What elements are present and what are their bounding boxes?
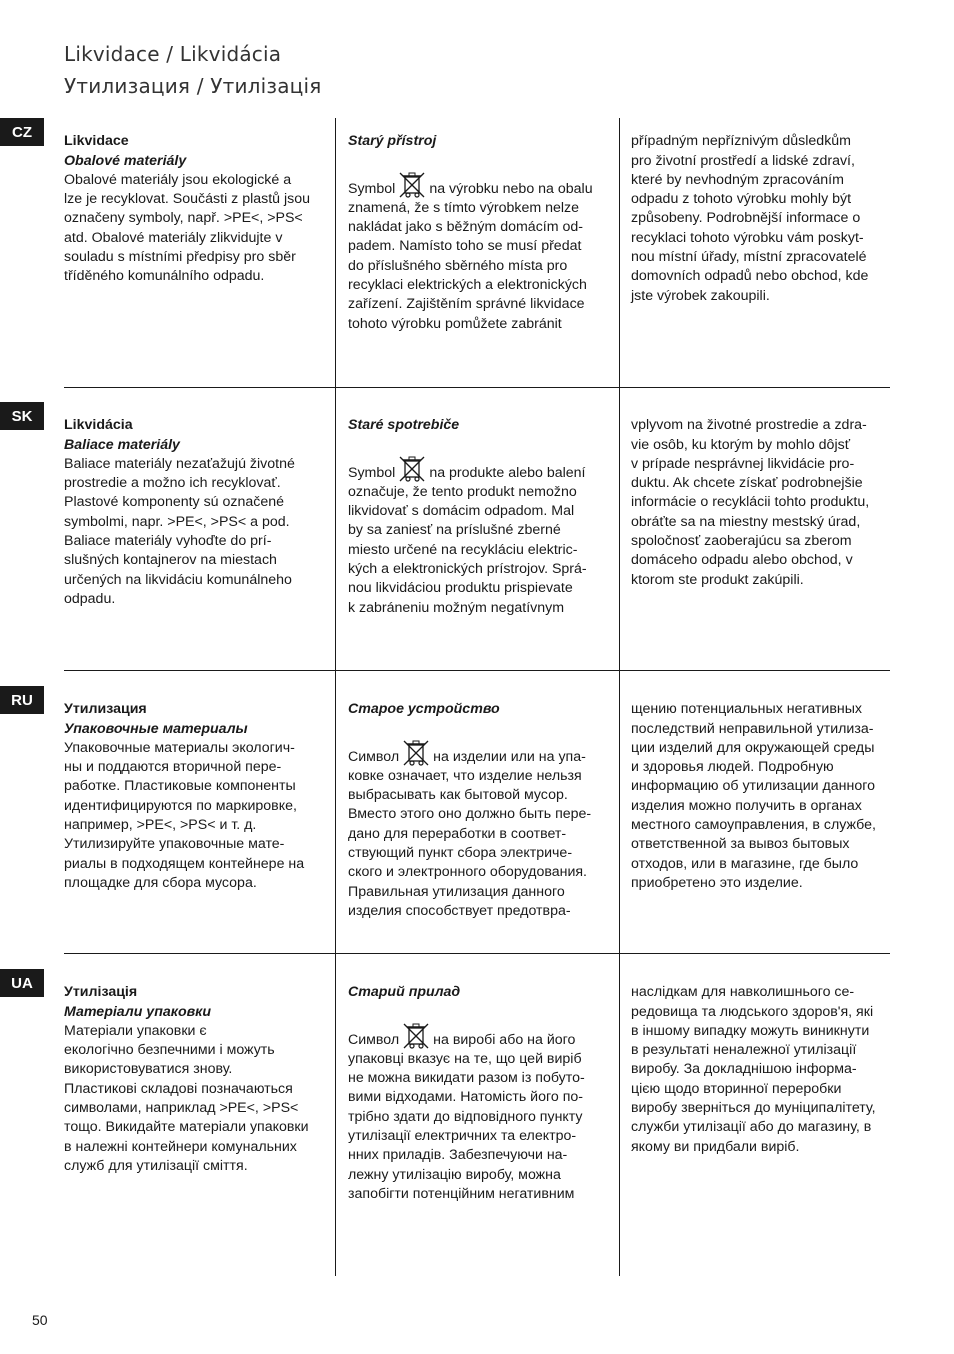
- section-divider: [64, 953, 890, 954]
- language-tab: CZ: [0, 118, 44, 146]
- continuation-column: [631, 397, 893, 609]
- old-appliance-text: упаковці вказує на те, що цей виріб не можна викидати разом із побуто- вими відходами. Натомість його по- трібно здати до відповідного пункту утилізації електричних та електро- нних приладів. Забезпечуючи на- лежну утилізацію виробу, можна запобігти потенційним негативним: [348, 1050, 585, 1202]
- continuation-text: щению потенциальных негативных последствий неправильной утилиза- ции изделий для окружающей среды и здоровья людей. Подробную информацию об утилизации данного изделия можно получить в органах местного самоуправления, в службе, ответственной за вывоз бытовых отходов, или в магазине, где было приобретено это изделие.: [631, 701, 876, 891]
- packaging-text: Obalové materiály jsou ekologické a lze je recyklovat. Součásti z plastů jsou označeny symboly, např. >PE<, >PS< atd. Obalové materiály zlikvidujte v souladu s místními předpisy pro sběr tříděného komunálního odpadu.: [64, 171, 311, 285]
- packaging-subtitle: Baliace materiály: [64, 436, 180, 453]
- spacer: [348, 1003, 610, 1022]
- continuation-text: vplyvom na životné prostredie a zdra- vie osôb, ku ktorým by mohlo dôjsť v prípade nesprávnej likvidácie pro- duktu. Ak chcete získať podrobnejšie informácie o recyklácii tohto produktu, obráťte sa na miestny mestský úrad, spoločnosť zaoberajúcu sa zberom domáceho odpadu alebo obchod, v ktorom ste produkt zakúpili.: [631, 417, 870, 588]
- language-tab: RU: [0, 686, 44, 714]
- packaging-subtitle: Матеріали упаковки: [64, 1003, 212, 1020]
- packaging-text: Baliace materiály nezaťažujú životné prostredie a možno ich recyklovať. Plastové komponenty sú označené symbolmi, napr. >PE<, >PS< a pod. Baliace materiály vyhoďte do prí- slušných kontajnerov na miestach určených na likvidáciu komunálneho odpadu.: [64, 455, 295, 607]
- page-heading-line-1: Likvidace / Likvidácia: [64, 42, 282, 66]
- continuation-column: [631, 113, 893, 325]
- old-appliance-column: [348, 681, 610, 941]
- old-appliance-column: [348, 964, 610, 1224]
- packaging-column: [64, 681, 326, 913]
- old-appliance-text: znamená, že s tímto výrobkem nelze nakládat jako s běžným domácím od- padem. Namísto toho se musí předat do příslušného sběrného místa pro recyklaci elektrických a elektronických zařízení. Zajištěním správné likvidace tohoto výrobku pomůžete zabránit: [348, 199, 587, 332]
- section-divider: [64, 387, 890, 388]
- symbol-text: на виробі або на його: [433, 1031, 576, 1048]
- packaging-subtitle: Obalové materiály: [64, 152, 187, 169]
- old-appliance-text: ковке означает, что изделие нельзя выбрасывать как бытовой мусор. Вместо этого оно должно быть пере- дано для переработки в соответ- ствующий пункт сбора электриче- ского и электронного оборудования. Правильная утилизация данного изделия способствует предотвра-: [348, 767, 592, 919]
- old-appliance-column: [348, 397, 610, 637]
- symbol-word: Symbol: [348, 180, 396, 197]
- section-title: Утилизация: [64, 701, 147, 718]
- old-appliance-text: označuje, že tento produkt nemožno likvidovať s domácim odpadom. Mal by sa zaniesť na príslušné zberné miesto určené na recykláciu elektric- kých a elektronických prístrojov. Sprá- nou likvidáciou produktu prispievate k zabráneniu možným negatívnym: [348, 483, 587, 616]
- spacer: [348, 436, 610, 455]
- packaging-text: Упаковочные материалы экологич- ны и поддаются вторичной пере- работке. Пластиковые компоненты идентифицируются по маркировке, например, >PE<, >PS< и т. д. Утилизируйте упаковочные мате- риалы в подходящем контейнере на площадке для сбора мусора.: [64, 739, 305, 891]
- spacer: [348, 152, 610, 171]
- section-divider: [64, 670, 890, 671]
- section-title: Likvidace: [64, 133, 129, 150]
- language-tab: SK: [0, 402, 44, 430]
- symbol-word: Символ: [348, 748, 400, 765]
- continuation-column: [631, 681, 893, 913]
- packaging-column: [64, 964, 326, 1196]
- old-appliance-title: Старое устройство: [348, 701, 500, 718]
- section-title: Утилізація: [64, 984, 138, 1001]
- section-title: Likvidácia: [64, 417, 133, 434]
- old-appliance-title: Старий прилад: [348, 984, 461, 1001]
- spacer: [348, 720, 610, 739]
- continuation-text: případným nepříznivým důsledkům pro životní prostředí a lidské zdraví, které by nevhodným zpracováním odpadu z tohoto výrobku mohly být způsobeny. Podrobnější informace o recyklaci tohoto výrobku vám poskyt- nou místní úřady, místní zpracovatelé domovních odpadů nebo obchod, kde jste výrobek zakoupili.: [631, 133, 869, 304]
- symbol-text: на изделии или на упа-: [433, 748, 586, 765]
- packaging-column: [64, 397, 326, 629]
- continuation-text: наслідкам для навколишнього се- редовища та людського здоров'я, які в іншому випадку можуть виникнути в результаті неналежної утилізації виробу. За докладнішою інформа- цією щодо вторинної переробки виробу зверніться до муніципалітету, служби утилізації або до магазину, в якому ви придбали виріб.: [631, 984, 876, 1155]
- column-divider-right: [619, 118, 620, 1276]
- continuation-column: [631, 964, 893, 1176]
- symbol-word: Символ: [348, 1031, 400, 1048]
- crossed-out-wheelie-bin-icon: [397, 171, 427, 199]
- old-appliance-column: [348, 113, 610, 353]
- column-divider-left: [335, 118, 336, 1276]
- old-appliance-title: Starý přístroj: [348, 133, 437, 150]
- page-number: 50: [32, 1312, 48, 1328]
- packaging-column: [64, 113, 326, 306]
- crossed-out-wheelie-bin-icon: [401, 739, 431, 767]
- packaging-text: Матеріали упаковки є екологічно безпечними і можуть використовуватися знову. Пластикові складові позначаються символами, наприклад >PE<, >PS< тощо. Викидайте матеріали упаковки в належні контейнери комунальних служб для утилізації сміття.: [64, 1022, 309, 1174]
- page-heading-line-2: Утилизация / Утилізація: [64, 74, 322, 98]
- crossed-out-wheelie-bin-icon: [397, 455, 427, 483]
- symbol-word: Symbol: [348, 464, 396, 481]
- packaging-subtitle: Упаковочные материалы: [64, 720, 248, 737]
- language-tab: UA: [0, 969, 44, 997]
- old-appliance-title: Staré spotrebiče: [348, 417, 460, 434]
- crossed-out-wheelie-bin-icon: [401, 1022, 431, 1050]
- symbol-text: na produkte alebo balení: [429, 464, 586, 481]
- symbol-text: na výrobku nebo na obalu: [429, 180, 593, 197]
